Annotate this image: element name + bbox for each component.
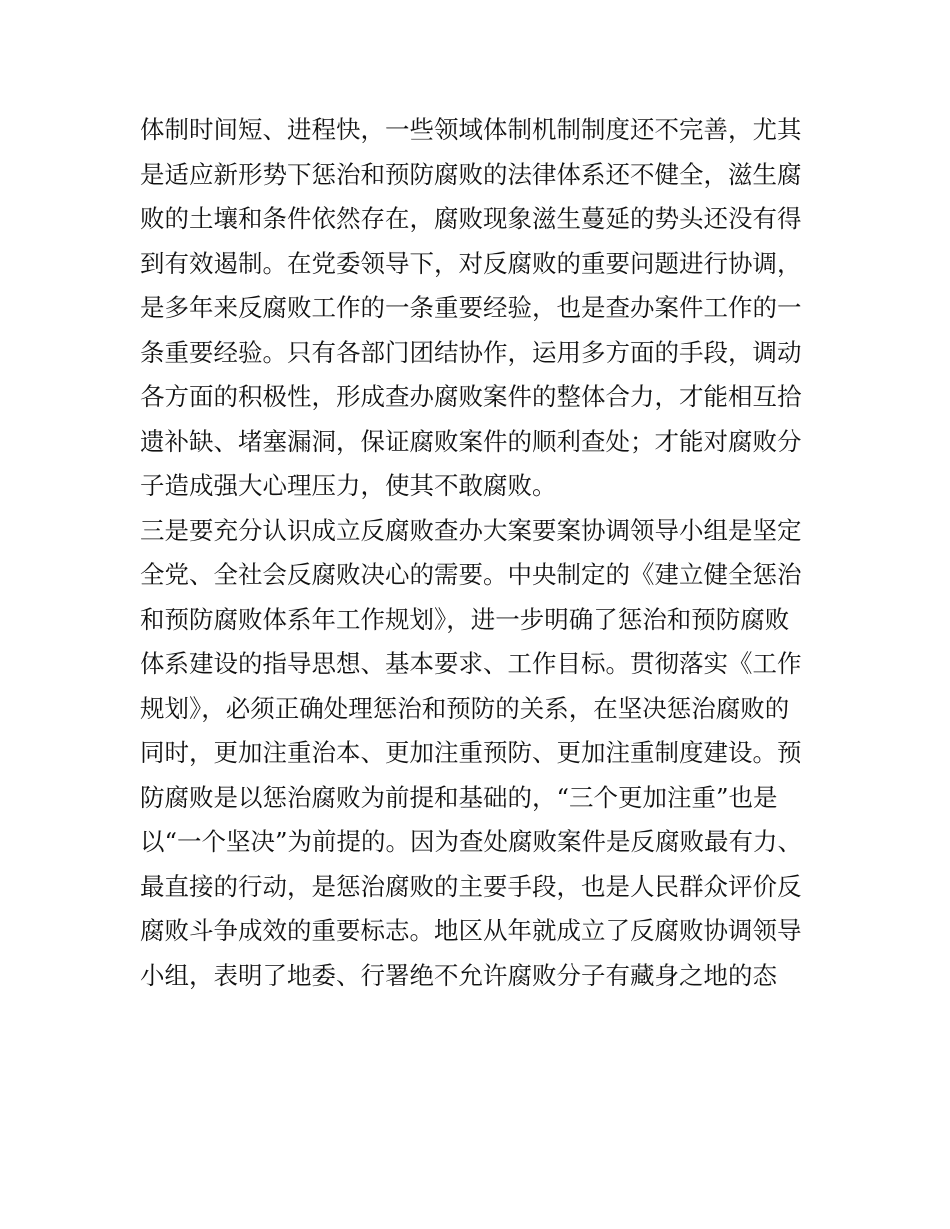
text-line: 规划》，必须正确处理惩治和预防的关系，在坚决惩治腐败的 [140,693,790,723]
text-line: 是适应新形势下惩治和预防腐败的法律体系还不健全，滋生腐 [140,159,802,189]
text-line: 全党、全社会反腐败决心的需要。中央制定的《建立健全惩治 [140,560,802,589]
text-line: 条重要经验。只有各部门团结协作，运用多方面的手段，调动 [140,337,802,367]
text-line: 体制时间短、进程快，一些领域体制机制制度还不完善，尤其 [140,115,802,144]
text-line: 到有效遏制。在党委领导下，对反腐败的重要问题进行协调， [140,248,802,278]
text-line: 子造成强大心理压力，使其不敢腐败。 [140,471,557,500]
text-line: 败的土壤和条件依然存在，腐败现象滋生蔓延的势头还没有得 [140,204,802,233]
text-line: 同时，更加注重治本、更加注重预防、更加注重制度建设。预 [140,738,802,767]
text-line: 三是要充分认识成立反腐败查办大案要案协调领导小组是坚定 [140,515,802,545]
text-line: 是多年来反腐败工作的一条重要经验，也是查办案件工作的一 [140,293,802,322]
text-line: 防腐败是以惩治腐败为前提和基础的，“三个更加注重”也是 [140,782,778,812]
text-line: 各方面的积极性，形成查办腐败案件的整体合力，才能相互拾 [140,382,802,411]
body-text [140,108,820,998]
text-line: 以“一个坚决”为前提的。因为查处腐败案件是反腐败最有力、 [140,827,803,856]
text-line: 和预防腐败体系年工作规划》，进一步明确了惩治和预防腐败 [140,604,790,634]
text-line: 最直接的行动，是惩治腐败的主要手段，也是人民群众评价反 [140,871,802,901]
text-line: 腐败斗争成效的重要标志。地区从年就成立了反腐败协调领导 [140,916,802,945]
text-line: 遗补缺、堵塞漏洞，保证腐败案件的顺利查处；才能对腐败分 [140,426,802,456]
text-line: 小组，表明了地委、行署绝不允许腐败分子有藏身之地的态 [140,960,777,990]
text-line: 体系建设的指导思想、基本要求、工作目标。贯彻落实《工作 [140,649,802,678]
